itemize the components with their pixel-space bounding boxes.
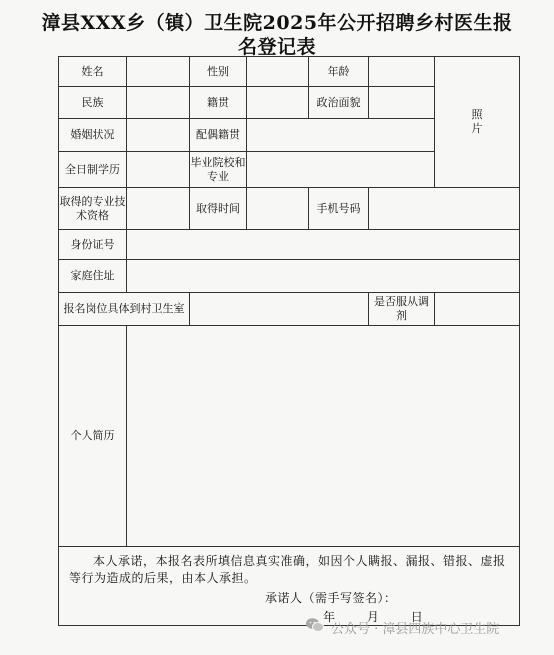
wechat-watermark xyxy=(305,617,499,637)
form-title-line1: 漳县XXX乡（镇）卫生院2025年公开招聘乡村医生报 xyxy=(41,12,513,34)
wechat-icon xyxy=(305,617,325,637)
date-month-label: 月 xyxy=(366,610,379,624)
marital-status-label: 婚姻状况 xyxy=(59,119,127,152)
native-place-field[interactable] xyxy=(247,87,309,119)
native-place-label: 籍贯 xyxy=(190,87,247,119)
ethnicity-label: 民族 xyxy=(59,87,127,119)
spouse-native-place-field[interactable] xyxy=(247,119,435,152)
resume-label: 个人简历 xyxy=(59,326,127,547)
professional-qualification-field[interactable] xyxy=(127,188,190,230)
fulltime-education-label: 全日制学历 xyxy=(59,152,127,188)
photo-label: 照片 xyxy=(471,108,483,135)
date-day-label: 日 xyxy=(410,610,423,624)
id-number-label: 身份证号 xyxy=(59,230,127,260)
photo-box[interactable] xyxy=(435,57,520,188)
school-major-field[interactable] xyxy=(247,152,435,188)
gender-field[interactable] xyxy=(247,57,309,87)
age-label: 年龄 xyxy=(309,57,369,87)
registration-form-table xyxy=(58,56,520,626)
ethnicity-field[interactable] xyxy=(127,87,190,119)
gender-label: 性别 xyxy=(190,57,247,87)
political-status-label: 政治面貌 xyxy=(309,87,369,119)
political-status-field[interactable] xyxy=(369,87,435,119)
obey-adjustment-label: 是否服从调剂 xyxy=(369,293,435,326)
pledge-signature-label: 承诺人（需手写签名）： xyxy=(265,591,397,605)
phone-label: 手机号码 xyxy=(309,188,369,230)
name-field[interactable] xyxy=(127,57,190,87)
professional-qualification-label: 取得的专业技术资格 xyxy=(59,188,127,230)
pledge-section xyxy=(59,547,520,626)
form-title-line2: 名登记表 xyxy=(237,36,316,58)
pledge-text: 本人承诺，本报名表所填信息真实准确，如因个人瞒报、漏报、错报、虚报等行为造成的后果，由本人承担。 xyxy=(69,554,506,585)
marital-status-field[interactable] xyxy=(127,119,190,152)
applied-post-label: 报名岗位具体到村卫生室 xyxy=(59,293,190,326)
school-major-label: 毕业院校和专业 xyxy=(190,152,247,188)
obey-adjustment-field[interactable] xyxy=(435,293,520,326)
home-address-label: 家庭住址 xyxy=(59,260,127,293)
home-address-field[interactable] xyxy=(127,260,520,293)
applied-post-field[interactable] xyxy=(190,293,369,326)
phone-field[interactable] xyxy=(369,188,520,230)
id-number-field[interactable] xyxy=(127,230,520,260)
date-year-label: 年 xyxy=(323,610,336,624)
obtained-time-label: 取得时间 xyxy=(190,188,247,230)
watermark-text: 公众号 · 漳县四族中心卫生院 xyxy=(331,621,500,637)
fulltime-education-field[interactable] xyxy=(127,152,190,188)
obtained-time-field[interactable] xyxy=(247,188,309,230)
resume-field[interactable] xyxy=(127,326,520,547)
name-label: 姓名 xyxy=(59,57,127,87)
age-field[interactable] xyxy=(369,57,435,87)
spouse-native-place-label: 配偶籍贯 xyxy=(190,119,247,152)
